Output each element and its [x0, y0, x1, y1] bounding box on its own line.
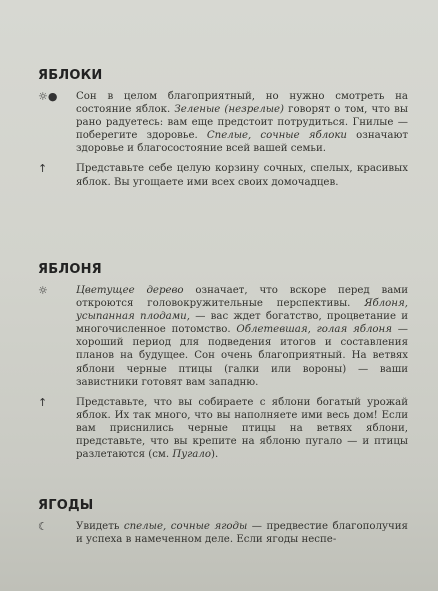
text-run: Сон в целом благоприятный, но нужно смотреть на состояние яблок. [76, 91, 408, 116]
sun-icon: ☼ [38, 284, 48, 297]
text-run: говорят о том, что вы рано радуетесь: вам еще предстоит потрудиться. Гнилые — поберегите здоровье. [76, 104, 408, 142]
entry-text [76, 284, 408, 389]
entry-text [76, 90, 408, 155]
text-run: означает, что вскоре перед вами откроются головокружительные перспективы. [76, 285, 408, 310]
text-run: означают здоровье и благосостояние всей вашей семьи. [76, 130, 408, 155]
dream-entry [38, 162, 408, 188]
section-berries [38, 498, 408, 546]
italic-phrase: спелые, сочные ягоды [123, 521, 248, 532]
section-heading: ЯБЛОНЯ [38, 262, 102, 277]
sun-moon-icon: ☼● [38, 90, 58, 103]
text-run: ). [210, 449, 219, 461]
italic-phrase: Облетевшая, голая яблоня [236, 324, 393, 336]
entry-text [76, 396, 408, 461]
italic-phrase: Спелые, сочные яблоки [206, 130, 347, 142]
italic-phrase: Пугало [172, 449, 211, 461]
section-heading: ЯГОДЫ [38, 498, 94, 513]
text-run: — хороший период для подведения итогов и составления планов на будущее. Сон очень благоприятный. На ветвях яблони черные птицы (галки или вороны) — ваши завистники готовят вам западню. [76, 324, 408, 388]
up-arrow-icon: ↑ [38, 395, 48, 409]
dream-entry [38, 520, 408, 546]
moon-icon: ☾ [38, 520, 48, 533]
section-apple-tree [38, 262, 408, 461]
italic-phrase: Яблоня, усыпанная плодами, [76, 298, 408, 323]
dream-entry [38, 396, 408, 461]
entry-text [76, 520, 408, 546]
italic-phrase: Цветущее дерево [76, 285, 184, 296]
up-arrow-icon: ↑ [38, 162, 48, 176]
italic-phrase: Зеленые (незрелые) [174, 104, 285, 116]
entry-text [76, 162, 408, 188]
section-apples [38, 68, 408, 189]
text-run: Представьте себе целую корзину сочных, спелых, красивых яблок. Вы угощаете ими всех своих домочадцев. [76, 163, 408, 188]
text-run: Представьте, что вы собираете с яблони богатый урожай яблок. Их так много, что вы наполняете ими весь дом! Если вам приснились черные птицы на ветвях яблони, представьте, что вы крепите на яблоню пугало — и птицы разлетаются (см. [76, 396, 408, 461]
section-heading: ЯБЛОКИ [38, 68, 103, 83]
text-run: — вас ждет богатство, процветание и многочисленное потомство. [76, 311, 409, 336]
dream-entry [38, 90, 408, 155]
text-run: — предвестие благополучия и успеха в намеченном деле. Если ягоды неспе- [76, 521, 408, 546]
text-run: Увидеть [76, 521, 124, 532]
dream-entry [38, 284, 408, 389]
